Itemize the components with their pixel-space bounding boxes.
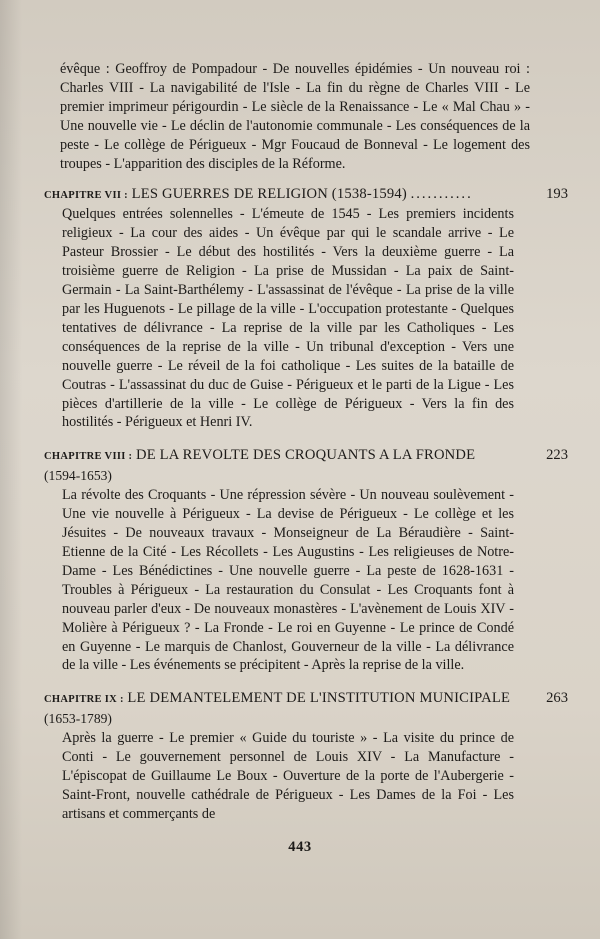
table-of-contents — [44, 60, 576, 824]
chapter-title: LE DEMANTELEMENT DE L'INSTITUTION MUNICIPALE — [127, 690, 511, 707]
intro-paragraph: évêque : Geoffroy de Pompadour - De nouvelles épidémies - Un nouveau roi : Charles VIII - La navigabilité de l'Isle - La fin du règne de Charles VIII - Le premier imprimeur périgourdin - Le siècle de la Renaissance - Le « Mal Chau » - Une nouvelle vie - Le déclin de l'autonomie communale - Les conséquences de la peste - Le collège de Périgueux - Mgr Foucaud de Bonneval - Le logement des troupes - L'apparition des disciples de la Réforme. — [60, 61, 530, 172]
leader-dots: ........... — [410, 186, 473, 203]
chapter-label: CHAPITRE VIII : — [44, 451, 133, 463]
chapter-label: CHAPITRE IX : — [44, 694, 124, 706]
chapter-page-number: 193 — [546, 186, 568, 203]
chapter-8 — [44, 446, 576, 675]
chapter-7 — [44, 185, 576, 432]
chapter-9 — [44, 689, 576, 824]
chapter-page-number: 223 — [546, 447, 568, 464]
chapter-heading — [44, 689, 576, 729]
chapter-summary: Quelques entrées solennelles - L'émeute de 1545 - Les premiers incidents religieux - La cour des aides - Un évêque par qui le scandale arrive - Le Pasteur Brossier - Le début des hostilités - Vers la deuxième guerre - La troisième guerre de Religion - La prise de Mussidan - La paix de Saint-Germain - La Saint-Barthélemy - L'assassinat de l'évêque - La prise de la ville par les Huguenots - Le pillage de la ville - L'occupation protestante - Quelques tentatives de délivrance - La reprise de la ville par les Catholiques - Les conséquences de la reprise de la ville - Un tribunal d'exception - Vers une nouvelle guerre - Le réveil de la foi catholique - Les suites de la bataille de Coutras - L'assassinat du duc de Guise - Périgueux et le parti de la Ligue - Les pièces d'artillerie de la ville - Le collège de Périgueux - Vers la fin des hostilités - Périgueux et Henri IV. — [62, 206, 514, 431]
chapter-summary: La révolte des Croquants - Une répression sévère - Un nouveau soulèvement - Une vie nouvelle à Périgueux - La devise de Périgueux - Le collège et les Jésuites - De nouveaux travaux - Monseigneur de La Béraudière - Saint-Etienne de la Cité - Les Récollets - Les Augustins - Les religieuses de Notre-Dame - Les Bénédictines - Une nouvelle guerre - La peste de 1628-1631 - Troubles à Périgueux - La restauration du Consulat - Les Croquants font à nouveau parler d'eux - De nouveaux monastères - L'avènement de Louis XIV - Molière à Périgueux ? - La Fronde - Le roi en Guyenne - Le prince de Condé en Guyenne - Le marquis de Chanlost, Gouverneur de la ville - La délivrance de la ville - Les événements se précipitent - Après la reprise de la ville. — [62, 487, 514, 674]
chapter-label: CHAPITRE VII : — [44, 190, 128, 202]
chapter-heading — [44, 185, 576, 205]
chapter-dates: (1594-1653) — [44, 468, 112, 484]
page-number: 443 — [288, 839, 312, 855]
chapter-title: LES GUERRES DE RELIGION (1538-1594) — [131, 186, 407, 203]
chapter-page-number: 263 — [546, 690, 568, 707]
chapter-title: DE LA REVOLTE DES CROQUANTS A LA FRONDE — [135, 447, 476, 464]
chapter-heading — [44, 446, 576, 486]
chapter-summary: Après la guerre - Le premier « Guide du touriste » - La visite du prince de Conti - Le gouvernement personnel de Louis XIV - La Manufacture - L'épiscopat de Guillaume Le Boux - Ouverture de la porte de l'Aubergerie - Saint-Front, nouvelle cathédrale de Périgueux - Les Dames de la Foi - Les artisans et commerçants de — [62, 730, 514, 822]
chapter-dates: (1653-1789) — [44, 711, 112, 727]
